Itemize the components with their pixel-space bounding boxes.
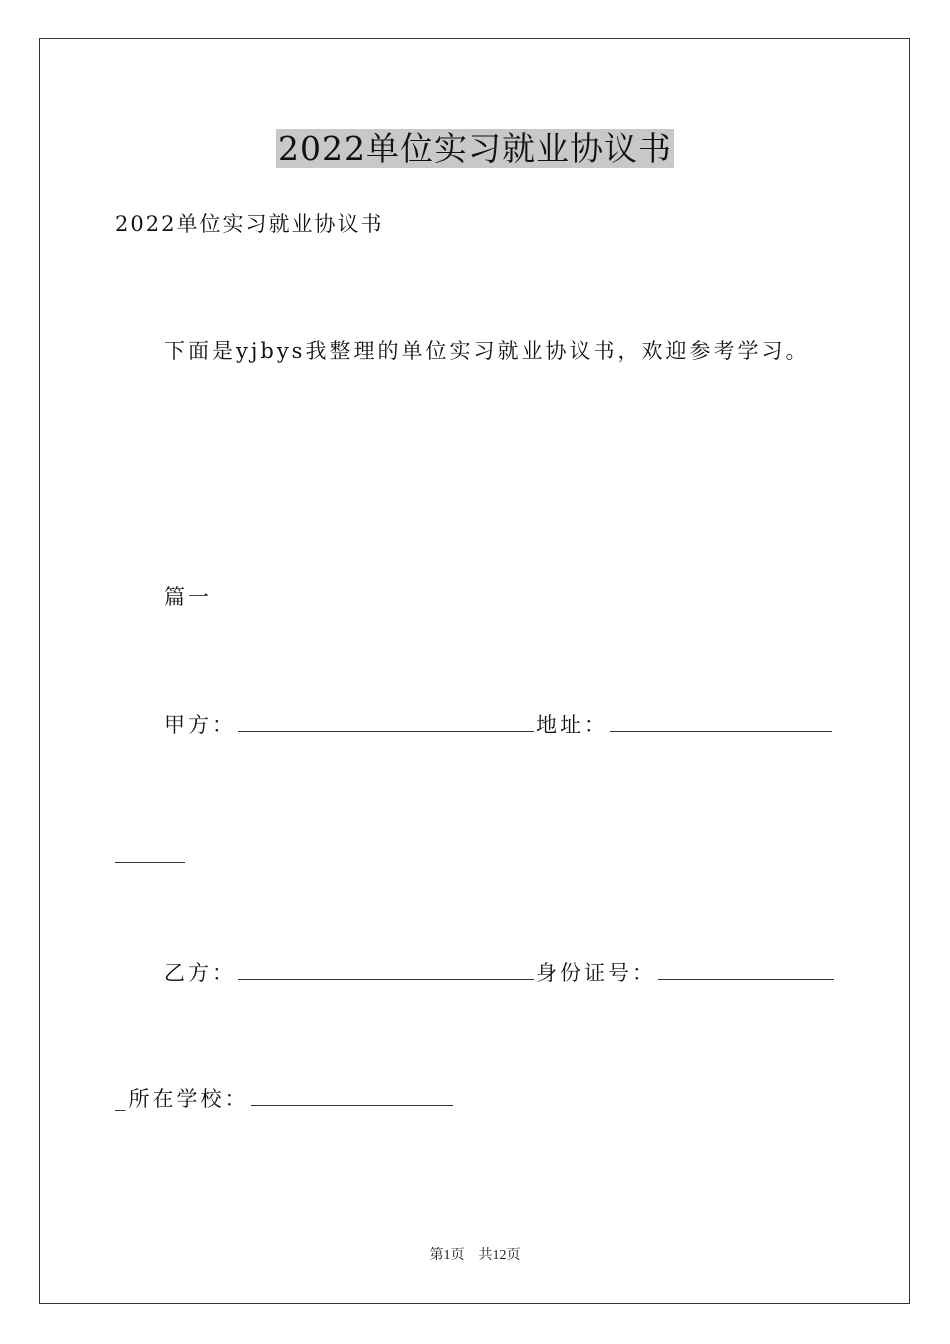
party-a-line: [164, 707, 834, 740]
address-blank-tail[interactable]: [115, 838, 185, 863]
party-b-label: 乙方：: [164, 961, 236, 985]
document-title-text: 2022单位实习就业协议书: [278, 129, 672, 168]
party-a-name-blank[interactable]: [238, 707, 534, 732]
school-prefix: _: [115, 1087, 129, 1111]
school-line: [115, 1081, 455, 1114]
section-label: 篇一: [164, 585, 212, 609]
document-subtitle: 2022单位实习就业协议书: [115, 212, 384, 236]
party-b-name-blank[interactable]: [238, 955, 534, 980]
school-blank[interactable]: [251, 1081, 453, 1106]
intro-paragraph: 下面是yjbys我整理的单位实习就业协议书，欢迎参考学习。: [164, 339, 810, 363]
address-blank-continuation: [115, 838, 185, 871]
school-label: 所在学校：: [128, 1087, 249, 1111]
party-a-address-label: 地址：: [536, 713, 608, 737]
party-a-label: 甲方：: [164, 713, 236, 737]
party-b-line: [164, 955, 836, 988]
page-footer: [0, 1246, 950, 1266]
party-b-id-blank[interactable]: [658, 955, 834, 980]
document-title: [0, 126, 950, 172]
page-current: 第1页: [429, 1248, 465, 1263]
party-a-address-blank[interactable]: [610, 707, 832, 732]
page-total: 共12页: [478, 1248, 521, 1263]
party-b-id-label: 身份证号：: [536, 961, 656, 985]
